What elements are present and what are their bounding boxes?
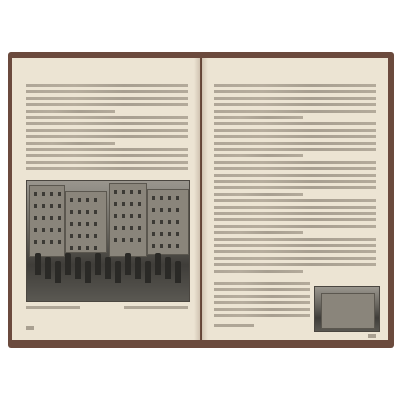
building [29, 185, 65, 257]
marching-figure [75, 257, 81, 279]
text-line [214, 129, 376, 132]
text-line [214, 238, 376, 241]
text-line [214, 186, 376, 189]
text-line [26, 84, 188, 87]
text-line [214, 288, 310, 291]
window [58, 192, 61, 196]
window [152, 232, 155, 236]
window [130, 202, 133, 206]
window [86, 234, 89, 238]
marching-figure [135, 257, 141, 279]
book-gutter [194, 58, 208, 340]
text-line [26, 97, 188, 100]
text-line [26, 122, 188, 125]
text-line [214, 308, 310, 311]
window [122, 226, 125, 230]
text-line [214, 135, 376, 138]
text-line [214, 174, 376, 177]
text-line [214, 122, 376, 125]
window [78, 198, 81, 202]
text-line [214, 263, 376, 266]
window [42, 240, 45, 244]
marching-figure [65, 253, 71, 275]
window [160, 244, 163, 248]
window [50, 216, 53, 220]
window [168, 196, 171, 200]
window [138, 190, 141, 194]
open-book [8, 52, 394, 348]
window [50, 204, 53, 208]
text-line [214, 225, 376, 228]
marching-figure [115, 261, 121, 283]
text-line [214, 116, 303, 119]
window [160, 220, 163, 224]
text-line [214, 103, 376, 106]
marching-figure [105, 257, 111, 279]
text-line [214, 270, 303, 273]
window [94, 210, 97, 214]
window [70, 198, 73, 202]
text-line [26, 135, 188, 138]
window [94, 246, 97, 250]
text-line [214, 282, 310, 285]
text-line [214, 90, 376, 93]
marching-figure [175, 261, 181, 283]
window [34, 204, 37, 208]
window [78, 246, 81, 250]
window [58, 216, 61, 220]
window [42, 216, 45, 220]
window [86, 222, 89, 226]
photo-caption [26, 306, 80, 309]
window [122, 202, 125, 206]
window [160, 232, 163, 236]
window [130, 214, 133, 218]
text-line [214, 199, 376, 202]
window [138, 226, 141, 230]
window [70, 234, 73, 238]
window [122, 238, 125, 242]
text-line [214, 206, 376, 209]
marching-figure [165, 257, 171, 279]
text-line [214, 250, 376, 253]
window [168, 220, 171, 224]
window [152, 208, 155, 212]
window [34, 240, 37, 244]
text-line [214, 314, 310, 317]
text-line [214, 142, 376, 145]
photo-caption [124, 306, 188, 309]
window [176, 232, 179, 236]
text-line [26, 110, 115, 113]
window [42, 228, 45, 232]
text-line [214, 110, 376, 113]
window [152, 244, 155, 248]
text-line [26, 116, 188, 119]
page-number [368, 334, 376, 338]
left-page [12, 58, 200, 340]
text-line [214, 301, 310, 304]
building [109, 183, 147, 257]
marching-figure [145, 261, 151, 283]
text-line [214, 167, 376, 170]
marching-figure [95, 253, 101, 275]
photo-caption [214, 324, 254, 327]
window [176, 196, 179, 200]
window [176, 220, 179, 224]
building [321, 293, 375, 329]
text-line [214, 84, 376, 87]
window [122, 214, 125, 218]
window [50, 240, 53, 244]
window [152, 220, 155, 224]
text-line [26, 142, 115, 145]
building-photo [314, 286, 380, 332]
window [114, 202, 117, 206]
text-line [214, 212, 376, 215]
text-line [214, 180, 376, 183]
window [122, 190, 125, 194]
building [65, 191, 107, 253]
street-scene-photo [26, 180, 190, 302]
window [152, 196, 155, 200]
marching-figure [45, 257, 51, 279]
text-line [214, 154, 303, 157]
window [138, 214, 141, 218]
window [168, 232, 171, 236]
page-number [26, 326, 34, 330]
window [42, 204, 45, 208]
window [70, 222, 73, 226]
window [138, 238, 141, 242]
marching-figure [125, 253, 131, 275]
text-line [214, 193, 303, 196]
text-line [214, 257, 376, 260]
window [86, 246, 89, 250]
text-line [214, 218, 376, 221]
window [114, 190, 117, 194]
window [160, 196, 163, 200]
marching-figure [55, 261, 61, 283]
text-line [26, 154, 188, 157]
window [70, 210, 73, 214]
window [86, 210, 89, 214]
window [94, 234, 97, 238]
window [94, 222, 97, 226]
window [114, 214, 117, 218]
text-line [214, 244, 376, 247]
window [114, 226, 117, 230]
window [160, 208, 163, 212]
text-line [214, 148, 376, 151]
window [34, 216, 37, 220]
text-line [26, 167, 188, 170]
window [58, 240, 61, 244]
window [130, 238, 133, 242]
window [78, 222, 81, 226]
window [176, 208, 179, 212]
marching-figure [85, 261, 91, 283]
text-line [26, 103, 188, 106]
window [86, 198, 89, 202]
building [147, 189, 189, 255]
window [50, 228, 53, 232]
text-line [26, 148, 188, 151]
text-line [26, 90, 188, 93]
marching-figure [155, 253, 161, 275]
marching-figure [35, 253, 41, 275]
window [50, 192, 53, 196]
right-page [202, 58, 388, 340]
text-line [214, 295, 310, 298]
window [168, 208, 171, 212]
window [70, 246, 73, 250]
window [34, 192, 37, 196]
window [58, 204, 61, 208]
text-line [26, 129, 188, 132]
window [114, 238, 117, 242]
window [34, 228, 37, 232]
window [78, 210, 81, 214]
window [130, 190, 133, 194]
window [130, 226, 133, 230]
text-line [26, 161, 188, 164]
window [58, 228, 61, 232]
window [168, 244, 171, 248]
text-line [214, 161, 376, 164]
window [176, 244, 179, 248]
text-line [214, 97, 376, 100]
window [42, 192, 45, 196]
window [138, 202, 141, 206]
window [94, 198, 97, 202]
window [78, 234, 81, 238]
text-line [214, 231, 303, 234]
